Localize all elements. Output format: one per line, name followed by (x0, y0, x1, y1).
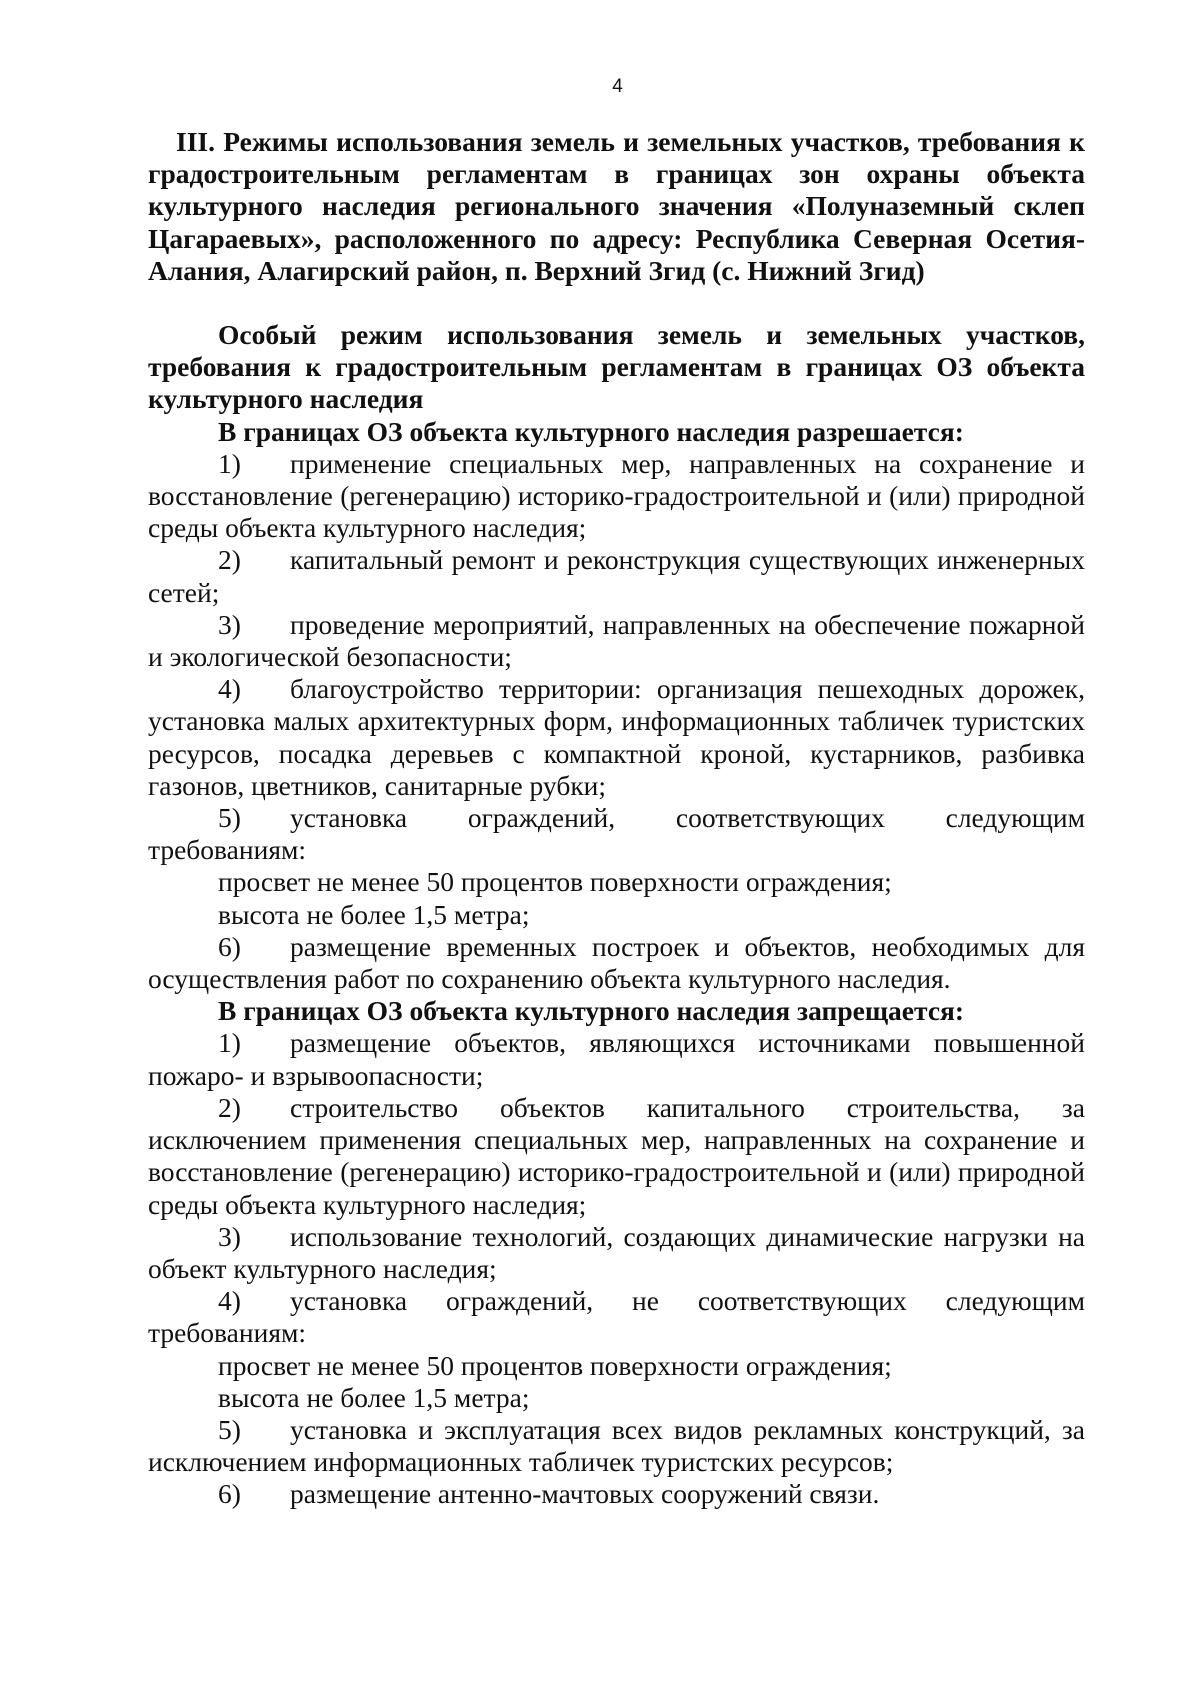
item-text: установка ограждений, не соответствующих следующим требованиям: (148, 1285, 1085, 1349)
allowed-item-3 (148, 609, 1085, 673)
item-text: использование технологий, создающих динамические нагрузки на объект культурного наследия; (148, 1220, 1085, 1284)
document-body (148, 126, 1085, 1511)
item-text: размещение антенно-мачтовых сооружений связи. (290, 1478, 880, 1510)
regime-subheading: Особый режим использования земель и земельных участков, требования к градостроительным регламентам в границах ОЗ объекта культурного наследия (148, 319, 1085, 415)
forbidden-item-3 (148, 1221, 1085, 1285)
item-number: 6) (218, 930, 241, 962)
forbidden-requirement-1: просвет не менее 50 процентов поверхности ограждения; (218, 1349, 892, 1381)
item-number: 4) (218, 1285, 241, 1317)
item-number: 2) (218, 1091, 241, 1123)
item-text: размещение объектов, являющихся источниками повышенной пожаро- и взрывоопасности; (148, 1027, 1085, 1091)
allowed-requirement-1: просвет не менее 50 процентов поверхности ограждения; (218, 866, 892, 898)
item-number: 5) (218, 1413, 241, 1445)
allowed-title: В границах ОЗ объекта культурного наследия разрешается: (218, 415, 964, 447)
forbidden-title: В границах ОЗ объекта культурного наследия запрещается: (218, 995, 965, 1027)
item-text: применение специальных мер, направленных на сохранение и восстановление (регенерацию) историко-градостроительной и (или) природной среды объекта культурного наследия; (148, 447, 1085, 544)
item-number: 3) (218, 1220, 241, 1252)
item-text: благоустройство территории: организация пешеходных дорожек, установка малых архитектурных форм, информационных табличек туристских ресурсов, посадка деревьев с компактной кроной, кустарников, разбивка газонов, цветников, санитарные рубки; (148, 673, 1085, 801)
allowed-item-6 (148, 931, 1085, 995)
allowed-item-2 (148, 544, 1085, 608)
item-text: проведение мероприятий, направленных на обеспечение пожарной и экологической безопасности; (148, 608, 1085, 673)
page-number: 4 (612, 76, 623, 97)
forbidden-item-5 (148, 1414, 1085, 1478)
item-number: 5) (218, 802, 241, 834)
item-number: 2) (218, 544, 241, 576)
item-text: размещение временных построек и объектов, необходимых для осуществления работ по сохранению объекта культурного наследия. (148, 930, 1085, 995)
item-number: 4) (218, 673, 241, 705)
item-text: установка и эксплуатация всех видов рекламных конструкций, за исключением информационных табличек туристских ресурсов; (148, 1413, 1085, 1478)
forbidden-item-4 (148, 1285, 1085, 1349)
item-number: 1) (218, 447, 241, 479)
item-text: строительство объектов капитального строительства, за исключением применения специальных мер, направленных на сохранение и восстановление (регенерацию) историко-градостроительной и (или) природной среды объекта культурного наследия; (148, 1091, 1085, 1220)
item-text: установка ограждений, соответствующих следующим требованиям: (148, 802, 1085, 866)
allowed-item-1 (148, 448, 1085, 545)
forbidden-item-6 (148, 1478, 1085, 1510)
allowed-requirement-2: высота не более 1,5 метра; (218, 898, 530, 930)
item-text: капитальный ремонт и реконструкция существующих инженерных сетей; (148, 544, 1085, 608)
allowed-item-4 (148, 673, 1085, 802)
forbidden-item-2 (148, 1092, 1085, 1221)
item-number: 3) (218, 608, 241, 640)
section-heading: III. Режимы использования земель и земельных участков, требования к градостроительным регламентам в границах зон охраны объекта культурного наследия регионального значения «Полуназемный склеп Цагараевых», расположенного по адресу: Республика Северная Осетия-Алания, Алагирский район, п. Верхний Згид (с. Нижний Згид) (148, 126, 1085, 286)
forbidden-item-1 (148, 1027, 1085, 1091)
forbidden-requirement-2: высота не более 1,5 метра; (218, 1381, 530, 1413)
item-number: 6) (218, 1478, 241, 1510)
allowed-item-5 (148, 802, 1085, 866)
item-number: 1) (218, 1027, 241, 1059)
